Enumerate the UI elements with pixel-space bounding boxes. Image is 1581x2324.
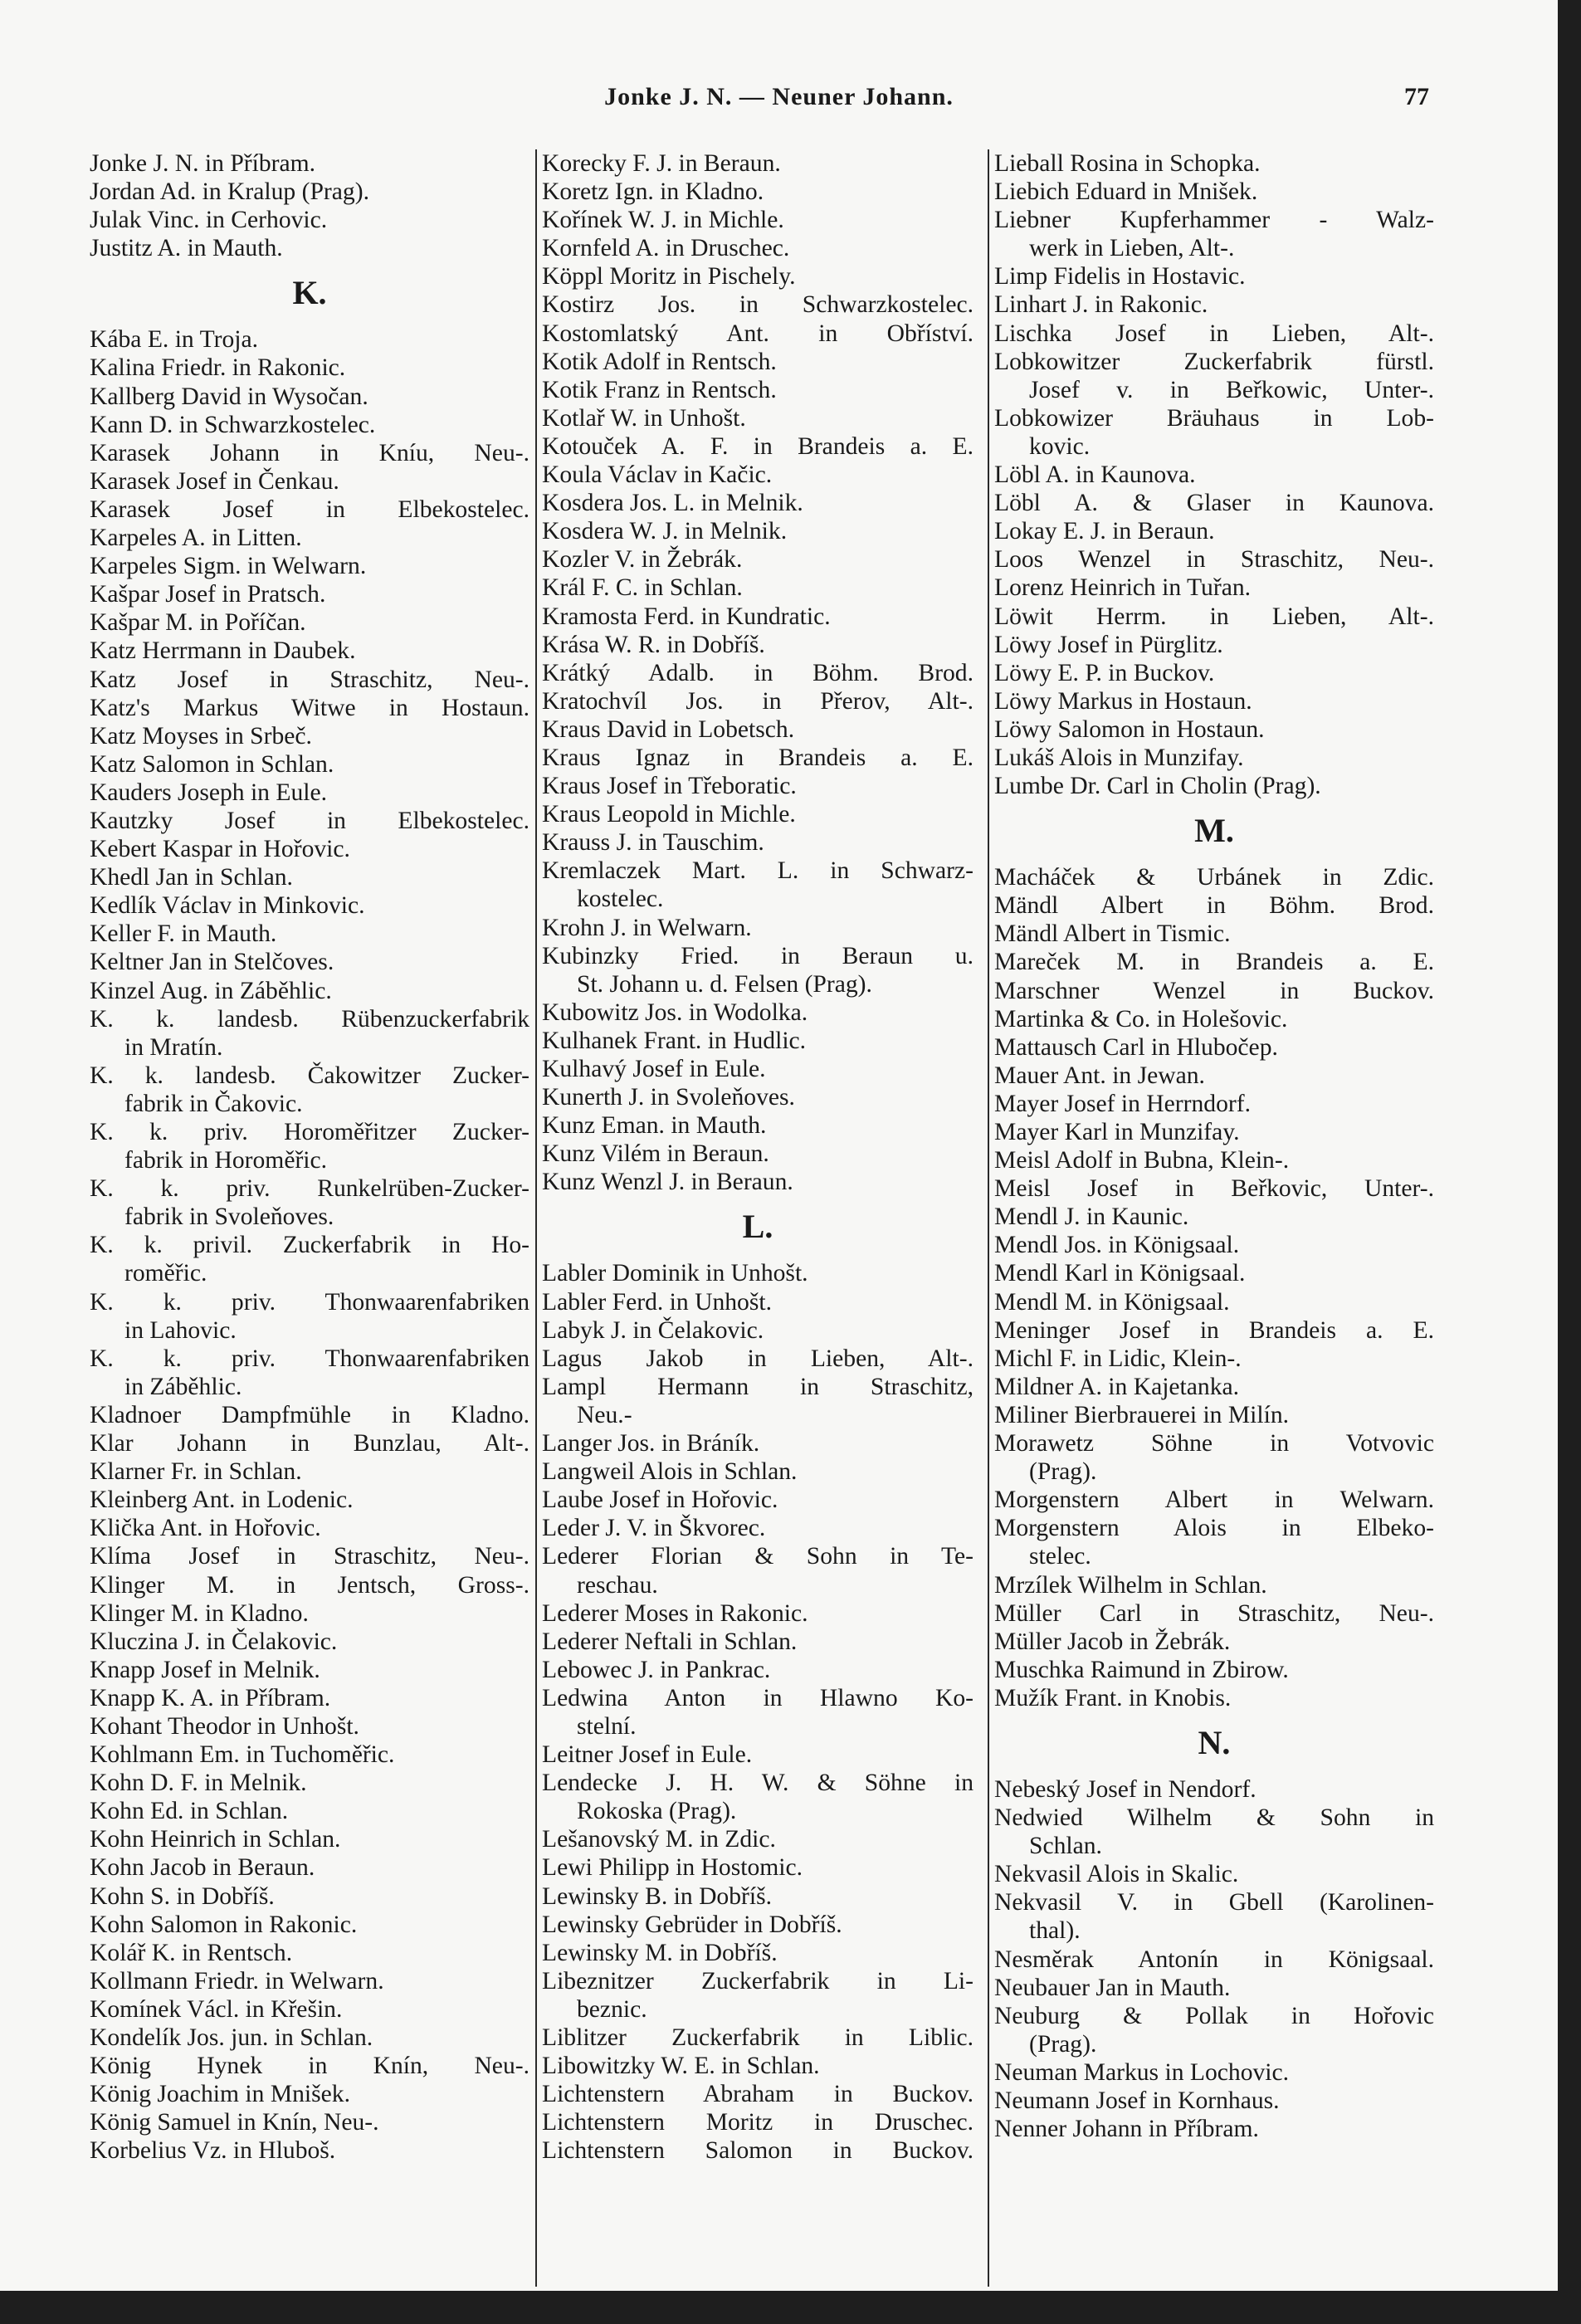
- directory-entry: Lichtenstern Moritz in Druschec.: [542, 2109, 973, 2136]
- directory-entry: Kauders Joseph in Eule.: [90, 779, 328, 806]
- directory-entry: Karasek Josef in Čenkau.: [90, 467, 339, 495]
- directory-entry: Löwy Josef in Pürglitz.: [994, 631, 1223, 658]
- directory-entry: Kunz Vilém in Beraun.: [542, 1140, 769, 1168]
- directory-entry: Kleinberg Ant. in Lodenic.: [90, 1487, 354, 1514]
- directory-entry: Mauer Ant. in Jewan.: [994, 1062, 1205, 1089]
- directory-entry: Lokay E. J. in Beraun.: [994, 518, 1215, 545]
- directory-entry: Nebeský Josef in Nendorf.: [994, 1775, 1257, 1803]
- directory-entry: Kautzky Josef in Elbekostelec.: [90, 807, 529, 834]
- directory-entry-continuation: fabrik in Čakovic.: [124, 1090, 303, 1117]
- directory-entry: Lumbe Dr. Carl in Cholin (Prag).: [994, 773, 1321, 800]
- directory-entry: Marschner Wenzel in Buckov.: [994, 977, 1434, 1004]
- directory-entry: Meisl Josef in Beřkovic, Unter-.: [994, 1175, 1434, 1203]
- directory-entry: Kohn Salomon in Rakonic.: [90, 1911, 358, 1938]
- directory-entry: Labler Ferd. in Unhošt.: [542, 1288, 772, 1316]
- directory-entry: Laube Josef in Hořovic.: [542, 1487, 778, 1514]
- directory-entry: Kostomlatský Ant. in Obříství.: [542, 320, 973, 347]
- directory-entry: Loos Wenzel in Straschitz, Neu-.: [994, 546, 1434, 574]
- directory-entry: K. k. privil. Zuckerfabrik in Ho-: [90, 1232, 529, 1259]
- directory-entry: Kohn Ed. in Schlan.: [90, 1798, 289, 1825]
- directory-entry: K. k. priv. Thonwaarenfabriken: [90, 1345, 529, 1372]
- directory-entry: Nesměrak Antonín in Königsaal.: [994, 1946, 1434, 1973]
- directory-entry: Kulhavý Josef in Eule.: [542, 1056, 766, 1082]
- directory-entry: Lederer Neftali in Schlan.: [542, 1628, 798, 1655]
- directory-entry: Lichtenstern Salomon in Buckov.: [542, 2137, 973, 2165]
- directory-entry: Martinka & Co. in Holešovic.: [994, 1005, 1288, 1033]
- directory-entry: Libowitzky W. E. in Schlan.: [542, 2053, 820, 2080]
- page-number: 77: [1404, 83, 1429, 110]
- directory-entry: Kramosta Ferd. in Kundratic.: [542, 603, 831, 630]
- directory-entry: Klinger M. in Jentsch, Gross-.: [90, 1571, 529, 1599]
- directory-entry: Koula Václav in Kačic.: [542, 461, 773, 489]
- directory-entry: Köppl Moritz in Pischely.: [542, 263, 796, 290]
- directory-entry-continuation: stelní.: [577, 1712, 637, 1740]
- directory-entry: Komínek Václ. in Křešin.: [90, 1995, 343, 2023]
- directory-entry: Kohn D. F. in Melnik.: [90, 1770, 307, 1797]
- directory-entry: Neuburg & Pollak in Hořovic: [994, 2002, 1434, 2029]
- directory-entry: Neumann Josef in Kornhaus.: [994, 2087, 1280, 2114]
- directory-entry: Lešanovský M. in Zdic.: [542, 1826, 776, 1853]
- directory-entry: Labyk J. in Čelakovic.: [542, 1316, 764, 1344]
- directory-entry: Kornfeld A. in Druschec.: [542, 235, 790, 262]
- directory-entry: Lieball Rosina in Schopka.: [994, 150, 1261, 177]
- directory-entry: Ledwina Anton in Hlawno Ko-: [542, 1684, 973, 1711]
- directory-entry: Karpeles A. in Litten.: [90, 525, 302, 552]
- directory-entry: Kotik Adolf in Rentsch.: [542, 348, 777, 375]
- directory-entry: König Joachim in Mnišek.: [90, 2081, 351, 2108]
- directory-entry: Kohant Theodor in Unhošt.: [90, 1712, 359, 1740]
- directory-entry-continuation: reschau.: [577, 1571, 658, 1599]
- directory-entry: Kostirz Jos. in Schwarzkostelec.: [542, 291, 973, 319]
- directory-entry: Kohn Heinrich in Schlan.: [90, 1826, 341, 1853]
- directory-entry: Kondelík Jos. jun. in Schlan.: [90, 2024, 373, 2051]
- directory-entry: Knapp K. A. in Příbram.: [90, 1684, 331, 1711]
- directory-entry: Klíma Josef in Straschitz, Neu-.: [90, 1543, 529, 1570]
- directory-entry: Müller Carl in Straschitz, Neu-.: [994, 1599, 1434, 1627]
- directory-entry: Lewinsky B. in Dobříš.: [542, 1882, 773, 1910]
- section-letter: K.: [292, 274, 327, 312]
- directory-entry: Kluczina J. in Čelakovic.: [90, 1628, 338, 1655]
- directory-entry: Kebert Kaspar in Hořovic.: [90, 836, 350, 863]
- directory-entry: Miliner Bierbrauerei in Milín.: [994, 1401, 1290, 1428]
- column-1: [90, 149, 529, 2165]
- directory-entry-continuation: stelec.: [1029, 1543, 1091, 1570]
- directory-entry: K. k. priv. Horoměřitzer Zucker-: [90, 1119, 529, 1145]
- directory-entry: Kosdera W. J. in Melnik.: [542, 518, 788, 545]
- section-letter: N.: [1198, 1723, 1231, 1761]
- directory-entry: Kolář K. in Rentsch.: [90, 1939, 293, 1966]
- directory-entry: Kotik Franz in Rentsch.: [542, 376, 777, 403]
- directory-entry: Katz Moyses in Srbeč.: [90, 722, 312, 749]
- directory-entry-continuation: in Mratín.: [124, 1033, 223, 1061]
- directory-entry: König Hynek in Knín, Neu-.: [90, 2053, 529, 2080]
- directory-entry: Kallberg David in Wysočan.: [90, 383, 368, 410]
- directory-entry: Klinger M. in Kladno.: [90, 1599, 309, 1627]
- directory-entry: Kába E. in Troja.: [90, 326, 259, 354]
- directory-entry: Krátký Adalb. in Böhm. Brod.: [542, 659, 973, 686]
- directory-entry: Nedwied Wilhelm & Sohn in: [994, 1804, 1434, 1832]
- directory-entry: Mändl Albert in Böhm. Brod.: [994, 892, 1434, 920]
- directory-entry: Löwy Markus in Hostaun.: [994, 687, 1252, 715]
- directory-entry: Kollmann Friedr. in Welwarn.: [90, 1967, 384, 1994]
- directory-entry: Löwit Herrm. in Lieben, Alt-.: [994, 603, 1434, 630]
- column-3: [994, 149, 1434, 2143]
- directory-entry: Lorenz Heinrich in Tuřan.: [994, 574, 1252, 602]
- directory-entry: Katz Herrmann in Daubek.: [90, 637, 356, 665]
- directory-entry: Karasek Johann in Kníu, Neu-.: [90, 439, 529, 466]
- directory-entry: Karpeles Sigm. in Welwarn.: [90, 553, 367, 580]
- directory-entry: Lagus Jakob in Lieben, Alt-.: [542, 1345, 973, 1372]
- directory-entry: Liebich Eduard in Mnišek.: [994, 178, 1258, 206]
- directory-entry: Lischka Josef in Lieben, Alt-.: [994, 320, 1434, 347]
- directory-entry: Lendecke J. H. W. & Söhne in: [542, 1770, 973, 1797]
- column-2: [542, 149, 973, 2165]
- page-header: [0, 83, 1558, 124]
- directory-entry: Kratochvíl Jos. in Přerov, Alt-.: [542, 687, 973, 715]
- directory-entry: Mendl J. in Kaunic.: [994, 1204, 1189, 1231]
- directory-entry: Kraus Ignaz in Brandeis a. E.: [542, 744, 973, 771]
- directory-entry: Knapp Josef in Melnik.: [90, 1656, 320, 1683]
- column-divider-2: [988, 149, 989, 2287]
- directory-entry: Jonke J. N. in Příbram.: [90, 150, 316, 177]
- running-title: Jonke J. N. — Neuner Johann.: [604, 83, 954, 110]
- directory-entry: Kulhanek Frant. in Hudlic.: [542, 1027, 807, 1054]
- directory-entry: Krohn J. in Welwarn.: [542, 914, 752, 941]
- directory-entry: Lampl Hermann in Straschitz,: [542, 1373, 973, 1400]
- directory-entry-continuation: kovic.: [1029, 432, 1091, 460]
- directory-entry: Mendl M. in Königsaal.: [994, 1288, 1230, 1316]
- directory-entry: Lichtenstern Abraham in Buckov.: [542, 2081, 973, 2108]
- directory-entry: Khedl Jan in Schlan.: [90, 864, 293, 891]
- directory-entry: Kotouček A. F. in Brandeis a. E.: [542, 432, 973, 460]
- directory-entry: Liblitzer Zuckerfabrik in Liblic.: [542, 2024, 973, 2051]
- directory-entry: Morgenstern Alois in Elbeko-: [994, 1515, 1434, 1542]
- directory-entry: Katz Salomon in Schlan.: [90, 750, 334, 778]
- directory-entry: Liebner Kupferhammer - Walz-: [994, 207, 1434, 234]
- directory-entry: Lewi Philipp in Hostomic.: [542, 1854, 803, 1882]
- column-divider-1: [535, 149, 537, 2287]
- directory-entry: Kinzel Aug. in Záběhlic.: [90, 977, 332, 1004]
- directory-entry: Julak Vinc. in Cerhovic.: [90, 207, 328, 234]
- directory-entry: König Samuel in Knín, Neu-.: [90, 2109, 379, 2136]
- directory-entry: Lederer Florian & Sohn in Te-: [542, 1543, 973, 1570]
- directory-entry: Kann D. in Schwarzkostelec.: [90, 411, 376, 438]
- directory-entry: Mendl Karl in Königsaal.: [994, 1260, 1246, 1287]
- directory-entry: Mattausch Carl in Hlubočep.: [994, 1033, 1278, 1061]
- directory-entry: Karasek Josef in Elbekostelec.: [90, 496, 529, 523]
- directory-entry: Lukáš Alois in Munzifay.: [994, 744, 1244, 771]
- directory-entry: Keltner Jan in Stelčoves.: [90, 949, 334, 976]
- directory-entry: Libeznitzer Zuckerfabrik in Li-: [542, 1967, 973, 1994]
- directory-entry-continuation: fabrik in Horoměřic.: [124, 1147, 328, 1174]
- directory-entry: Kašpar Josef in Pratsch.: [90, 581, 326, 608]
- directory-entry: Justitz A. in Mauth.: [90, 235, 283, 262]
- directory-entry: Jordan Ad. in Kralup (Prag).: [90, 178, 369, 206]
- directory-entry: Klička Ant. in Hořovic.: [90, 1515, 321, 1542]
- directory-entry: Kozler V. in Žebrák.: [542, 546, 743, 574]
- directory-entry: Kraus David in Lobetsch.: [542, 715, 795, 743]
- directory-entry: Mrzílek Wilhelm in Schlan.: [994, 1571, 1267, 1599]
- directory-entry: Kunz Eman. in Mauth.: [542, 1112, 767, 1140]
- directory-entry: Nekvasil V. in Gbell (Karolinen-: [994, 1889, 1434, 1916]
- directory-entry: Meninger Josef in Brandeis a. E.: [994, 1316, 1434, 1344]
- directory-entry-continuation: beznic.: [577, 1995, 647, 2023]
- directory-entry-continuation: werk in Lieben, Alt-.: [1029, 235, 1235, 262]
- directory-entry: Kunerth J. in Svoleňoves.: [542, 1084, 795, 1111]
- section-letter: M.: [1194, 812, 1234, 850]
- directory-entry: Meisl Adolf in Bubna, Klein-.: [994, 1147, 1290, 1174]
- directory-entry: Lewinsky Gebrüder in Dobříš.: [542, 1911, 842, 1938]
- directory-entry-continuation: in Lahovic.: [124, 1316, 237, 1344]
- directory-entry: Klarner Fr. in Schlan.: [90, 1458, 302, 1486]
- directory-entry: Kohn Jacob in Beraun.: [90, 1854, 315, 1882]
- directory-entry-continuation: (Prag).: [1029, 2030, 1097, 2058]
- directory-entry-continuation: fabrik in Svoleňoves.: [124, 1204, 334, 1231]
- directory-entry: Macháček & Urbánek in Zdic.: [994, 864, 1434, 891]
- directory-entry: Korecky F. J. in Beraun.: [542, 150, 781, 177]
- directory-entry: Neubauer Jan in Mauth.: [994, 1974, 1231, 2001]
- directory-entry: Keller F. in Mauth.: [90, 920, 277, 948]
- directory-entry: Kotlař W. in Unhošt.: [542, 404, 746, 432]
- directory-entry-continuation: Neu.-: [577, 1401, 632, 1428]
- directory-entry: Löbl A. & Glaser in Kaunova.: [994, 490, 1434, 517]
- directory-entry: Kalina Friedr. in Rakonic.: [90, 354, 346, 382]
- directory-entry: Klar Johann in Bunzlau, Alt-.: [90, 1430, 529, 1457]
- directory-entry: Mayer Karl in Munzifay.: [994, 1119, 1240, 1145]
- directory-entry: Linhart J. in Rakonic.: [994, 291, 1208, 319]
- directory-entry: Kraus Leopold in Michle.: [542, 801, 796, 828]
- directory-entry-continuation: Josef v. in Beřkowic, Unter-.: [1029, 376, 1434, 403]
- directory-entry-continuation: thal).: [1029, 1917, 1081, 1945]
- directory-entry: Morawetz Söhne in Votvovic: [994, 1430, 1434, 1457]
- directory-entry: Leitner Josef in Eule.: [542, 1741, 753, 1769]
- directory-entry: K. k. priv. Runkelrüben-Zucker-: [90, 1175, 529, 1203]
- directory-entry: Langer Jos. in Bráník.: [542, 1430, 760, 1457]
- directory-entry: Leder J. V. in Škvorec.: [542, 1515, 766, 1542]
- directory-entry: Lobkowizer Bräuhaus in Lob-: [994, 404, 1434, 432]
- directory-entry: Lobkowitzer Zuckerfabrik fürstl.: [994, 348, 1434, 375]
- directory-entry-continuation: Rokoska (Prag).: [577, 1798, 737, 1825]
- directory-entry: Morgenstern Albert in Welwarn.: [994, 1487, 1434, 1514]
- directory-entry: Kedlík Václav in Minkovic.: [90, 892, 365, 920]
- directory-entry: Nenner Johann in Příbram.: [994, 2116, 1259, 2143]
- directory-entry: Katz Josef in Straschitz, Neu-.: [90, 666, 529, 693]
- directory-entry: Mužík Frant. in Knobis.: [994, 1684, 1232, 1711]
- directory-entry: Král F. C. in Schlan.: [542, 574, 743, 602]
- directory-entry: Langweil Alois in Schlan.: [542, 1458, 798, 1486]
- directory-entry: Mildner A. in Kajetanka.: [994, 1373, 1240, 1400]
- directory-entry: Mändl Albert in Tismic.: [994, 920, 1231, 948]
- directory-entry: Mendl Jos. in Königsaal.: [994, 1232, 1240, 1259]
- directory-entry: Neuman Markus in Lochovic.: [994, 2058, 1290, 2086]
- directory-entry: Kubowitz Jos. in Wodolka.: [542, 998, 808, 1026]
- directory-entry: Kladnoer Dampfmühle in Kladno.: [90, 1401, 529, 1428]
- directory-entry: Kohlmann Em. in Tuchoměřic.: [90, 1741, 395, 1769]
- directory-entry: Kořínek W. J. in Michle.: [542, 207, 784, 234]
- directory-entry: Koretz Ign. in Kladno.: [542, 178, 764, 206]
- directory-entry: Muschka Raimund in Zbirow.: [994, 1656, 1289, 1683]
- directory-entry: Mareček M. in Brandeis a. E.: [994, 949, 1434, 976]
- directory-entry: Müller Jacob in Žebrák.: [994, 1628, 1231, 1655]
- directory-entry: Nekvasil Alois in Skalic.: [994, 1861, 1239, 1888]
- directory-entry-continuation: Schlan.: [1029, 1833, 1102, 1860]
- directory-entry: K. k. priv. Thonwaarenfabriken: [90, 1288, 529, 1316]
- directory-entry: Kašpar M. in Poříčan.: [90, 609, 306, 637]
- directory-entry-continuation: roměřic.: [124, 1260, 207, 1287]
- directory-entry-continuation: (Prag).: [1029, 1458, 1097, 1486]
- directory-entry: Lederer Moses in Rakonic.: [542, 1599, 808, 1627]
- directory-entry: Kunz Wenzl J. in Beraun.: [542, 1169, 793, 1196]
- directory-entry: Löwy E. P. in Buckov.: [994, 659, 1215, 686]
- directory-entry: Mayer Josef in Herrndorf.: [994, 1090, 1251, 1117]
- directory-entry: Kremlaczek Mart. L. in Schwarz-: [542, 857, 973, 885]
- directory-entry-continuation: in Záběhlic.: [124, 1373, 242, 1400]
- directory-entry: Kubinzky Fried. in Beraun u.: [542, 942, 973, 969]
- directory-entry: Lebowec J. in Pankrac.: [542, 1656, 771, 1683]
- directory-entry: Krauss J. in Tauschim.: [542, 829, 764, 857]
- directory-entry: Limp Fidelis in Hostavic.: [994, 263, 1246, 290]
- directory-entry: Korbelius Vz. in Hluboš.: [90, 2137, 336, 2165]
- directory-entry: K. k. landesb. Čakowitzer Zucker-: [90, 1062, 529, 1089]
- directory-entry: Katz's Markus Witwe in Hostaun.: [90, 694, 529, 721]
- directory-entry: Krása W. R. in Dobříš.: [542, 631, 765, 658]
- directory-entry: Lewinsky M. in Dobříš.: [542, 1939, 778, 1966]
- directory-entry: Kohn S. in Dobříš.: [90, 1882, 275, 1910]
- directory-entry: Löbl A. in Kaunova.: [994, 461, 1196, 489]
- directory-entry: Kosdera Jos. L. in Melnik.: [542, 490, 803, 517]
- directory-entry: K. k. landesb. Rübenzuckerfabrik: [90, 1005, 529, 1033]
- directory-entry: Löwy Salomon in Hostaun.: [994, 715, 1265, 743]
- section-letter: L.: [742, 1208, 773, 1246]
- directory-entry-continuation: kostelec.: [577, 886, 664, 913]
- directory-entry: Labler Dominik in Unhošt.: [542, 1260, 808, 1287]
- directory-entry: Michl F. in Lidic, Klein-.: [994, 1345, 1242, 1372]
- directory-entry-continuation: St. Johann u. d. Felsen (Prag).: [577, 970, 872, 998]
- directory-entry: Kraus Josef in Třeboratic.: [542, 773, 797, 800]
